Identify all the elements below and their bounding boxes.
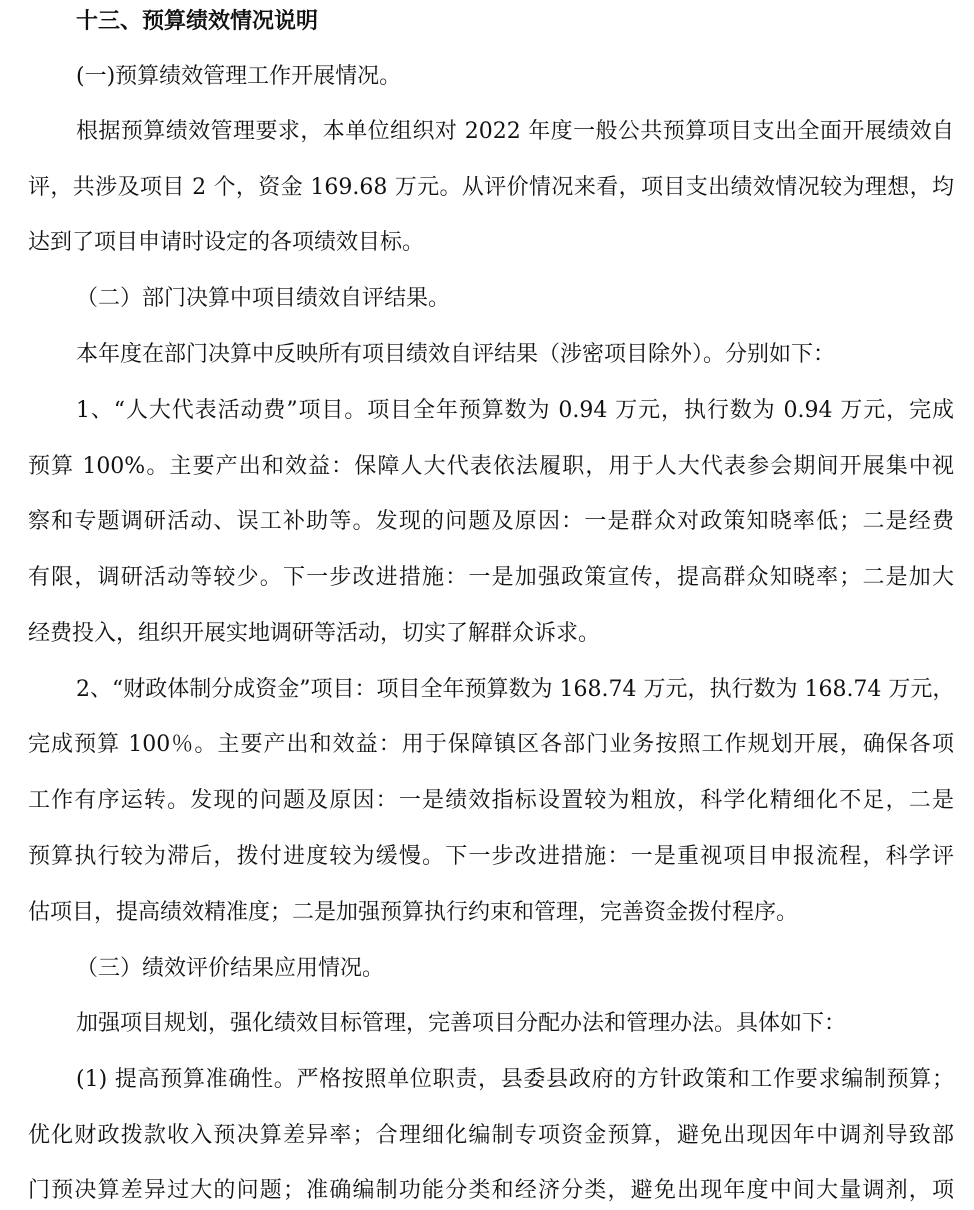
paragraph-line: 完成预算 100％。主要产出和效益：用于保障镇区各部门业务按照工作规划开展，确保各项 [28,732,954,757]
subheading-2: （二）部门决算中项目绩效自评结果。 [76,286,451,311]
paragraph-line: 评，共涉及项目 2 个，资金 169.68 万元。从评价情况来看，项目支出绩效情况较为理想，均 [28,175,954,200]
paragraph-line: 1、“人大代表活动费”项目。项目全年预算数为 0.94 万元，执行数为 0.94 万元，完成 [76,398,954,423]
paragraph-line: 察和专题调研活动、误工补助等。发现的问题及原因：一是群众对政策知晓率低；二是经费 [28,509,954,534]
paragraph-line: 根据预算绩效管理要求，本单位组织对 2022 年度一般公共预算项目支出全面开展绩效自 [76,119,954,144]
paragraph-line: 预算执行较为滞后，拨付进度较为缓慢。下一步改进措施：一是重视项目申报流程，科学评 [28,844,954,869]
paragraph-line: 优化财政拨款收入预决算差异率；合理细化编制专项资金预算，避免出现因年中调剂导致部 [28,1123,954,1148]
paragraph-line: 本年度在部门决算中反映所有项目绩效自评结果（涉密项目除外）。分别如下： [76,342,836,367]
paragraph-line: 工作有序运转。发现的问题及原因：一是绩效指标设置较为粗放，科学化精细化不足，二是 [28,788,954,813]
paragraph-line: (1) 提高预算准确性。严格按照单位职责，县委县政府的方针政策和工作要求编制预算； [76,1067,954,1092]
paragraph-line: 有限，调研活动等较少。下一步改进措施：一是加强政策宣传，提高群众知晓率；二是加大 [28,565,954,590]
section-heading: 十三、预算绩效情况说明 [76,9,319,34]
subheading-1: (一)预算绩效管理工作开展情况。 [76,64,402,89]
paragraph-line: 预算 100%。主要产出和效益：保障人大代表依法履职，用于人大代表参会期间开展集中视 [28,454,954,479]
paragraph-line: 加强项目规划，强化绩效目标管理，完善项目分配办法和管理办法。具体如下： [76,1011,847,1036]
paragraph-line: 门预决算差异过大的问题；准确编制功能分类和经济分类，避免出现年度中间大量调剂，项 [28,1178,954,1203]
subheading-3: （三）绩效评价结果应用情况。 [76,956,385,981]
paragraph-line: 经费投入，组织开展实地调研等活动，切实了解群众诉求。 [28,621,601,646]
paragraph-line: 估项目，提高绩效精准度；二是加强预算执行约束和管理，完善资金拨付程序。 [28,900,799,925]
paragraph-line: 达到了项目申请时设定的各项绩效目标。 [28,230,425,255]
paragraph-line: 2、“财政体制分成资金”项目：项目全年预算数为 168.74 万元，执行数为 168.74 万元， [76,677,955,702]
